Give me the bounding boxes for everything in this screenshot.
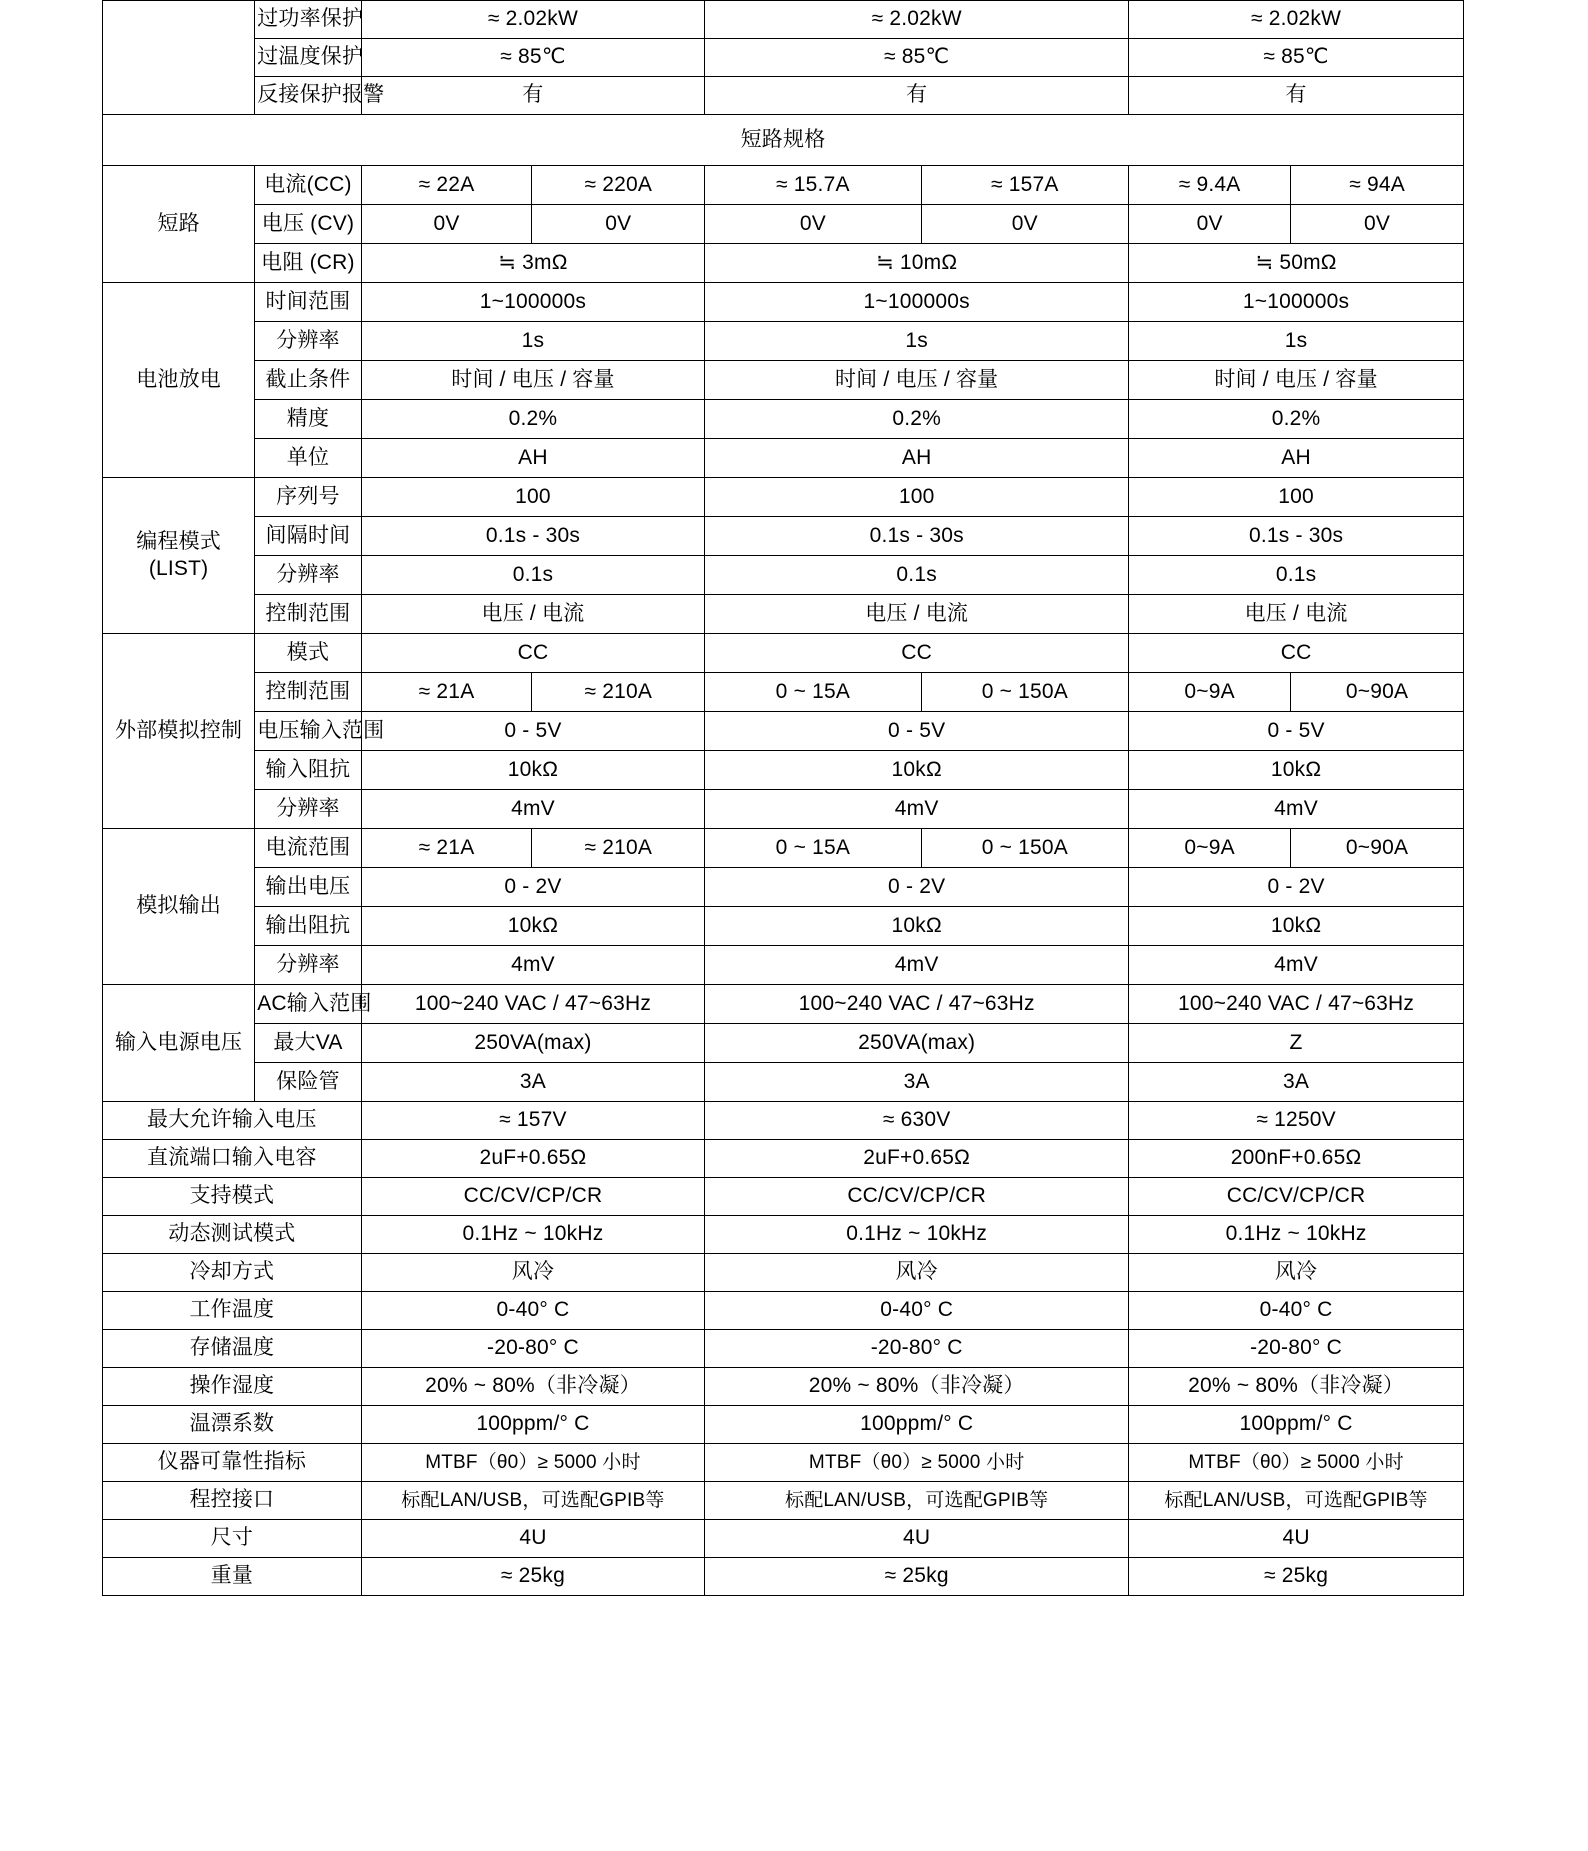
cell-analog-output-voltage-3: 0 - 2V bbox=[1129, 868, 1464, 907]
cell-external-input-impedance-2: 10kΩ bbox=[705, 751, 1129, 790]
table-row bbox=[103, 1140, 1464, 1178]
row-label-analog-resolution: 分辨率 bbox=[255, 946, 362, 985]
cell-over-temperature-protection-1: ≈ 85℃ bbox=[361, 39, 704, 77]
table-row bbox=[103, 1292, 1464, 1330]
row-label-short-circuit-voltage: 电压 (CV) bbox=[255, 205, 362, 244]
table-row bbox=[103, 1254, 1464, 1292]
cell-discharge-unit-3: AH bbox=[1129, 439, 1464, 478]
table-row bbox=[103, 478, 1464, 517]
cell-discharge-time-range-2: 1~100000s bbox=[705, 283, 1129, 322]
row-label-fuse: 保险管 bbox=[255, 1063, 362, 1102]
cell-analog-current-range-3: 0 ~ 15A bbox=[705, 829, 921, 868]
cell-programmable-interface-1: 标配LAN/USB，可选配GPIB等 bbox=[361, 1482, 704, 1520]
cell-fuse-3: 3A bbox=[1129, 1063, 1464, 1102]
row-label-external-resolution: 分辨率 bbox=[255, 790, 362, 829]
cell-operating-humidity-1: 20% ~ 80%（非冷凝） bbox=[361, 1368, 704, 1406]
cell-external-mode-1: CC bbox=[361, 634, 704, 673]
table-row bbox=[103, 1102, 1464, 1140]
cell-discharge-cutoff-condition-1: 时间 / 电压 / 容量 bbox=[361, 361, 704, 400]
cell-dc-port-input-capacitance-2: 2uF+0.65Ω bbox=[705, 1140, 1129, 1178]
cell-instrument-reliability-1: MTBF（θ0）≥ 5000 小时 bbox=[361, 1444, 704, 1482]
table-row bbox=[103, 1, 1464, 39]
cell-cooling-method-3: 风冷 bbox=[1129, 1254, 1464, 1292]
cell-discharge-resolution-2: 1s bbox=[705, 322, 1129, 361]
row-label-external-voltage-input-range: 电压输入范围 bbox=[255, 712, 362, 751]
cell-short-circuit-voltage-3: 0V bbox=[705, 205, 921, 244]
cell-short-circuit-current-6: ≈ 94A bbox=[1291, 166, 1464, 205]
row-label-over-temperature-protection: 过温度保护 bbox=[255, 39, 362, 77]
cell-ac-input-range-1: 100~240 VAC / 47~63Hz bbox=[361, 985, 704, 1024]
cell-analog-output-impedance-3: 10kΩ bbox=[1129, 907, 1464, 946]
cell-short-circuit-voltage-4: 0V bbox=[921, 205, 1129, 244]
cell-discharge-resolution-1: 1s bbox=[361, 322, 704, 361]
group-label-short-circuit: 短路 bbox=[103, 166, 255, 283]
cell-dc-port-input-capacitance-1: 2uF+0.65Ω bbox=[361, 1140, 704, 1178]
cell-operating-humidity-3: 20% ~ 80%（非冷凝） bbox=[1129, 1368, 1464, 1406]
table-row bbox=[103, 400, 1464, 439]
cell-discharge-accuracy-1: 0.2% bbox=[361, 400, 704, 439]
cell-dc-port-input-capacitance-3: 200nF+0.65Ω bbox=[1129, 1140, 1464, 1178]
table-row bbox=[103, 790, 1464, 829]
cell-over-power-protection-1: ≈ 2.02kW bbox=[361, 1, 704, 39]
row-label-temperature-drift-coefficient: 温漂系数 bbox=[103, 1406, 362, 1444]
row-label-operating-humidity: 操作湿度 bbox=[103, 1368, 362, 1406]
cell-over-power-protection-2: ≈ 2.02kW bbox=[705, 1, 1129, 39]
table-row bbox=[103, 946, 1464, 985]
table-row bbox=[103, 39, 1464, 77]
row-label-analog-output-impedance: 输出阻抗 bbox=[255, 907, 362, 946]
cell-external-control-range-2: ≈ 210A bbox=[532, 673, 705, 712]
cell-storage-temperature-1: -20-80° C bbox=[361, 1330, 704, 1368]
cell-storage-temperature-2: -20-80° C bbox=[705, 1330, 1129, 1368]
row-label-external-control-range: 控制范围 bbox=[255, 673, 362, 712]
group-label-battery-discharge: 电池放电 bbox=[103, 283, 255, 478]
row-label-storage-temperature: 存储温度 bbox=[103, 1330, 362, 1368]
cell-external-control-range-6: 0~90A bbox=[1291, 673, 1464, 712]
cell-short-circuit-voltage-6: 0V bbox=[1291, 205, 1464, 244]
table-row bbox=[103, 1178, 1464, 1216]
cell-cooling-method-2: 风冷 bbox=[705, 1254, 1129, 1292]
row-label-external-mode: 模式 bbox=[255, 634, 362, 673]
cell-external-mode-3: CC bbox=[1129, 634, 1464, 673]
table-row bbox=[103, 1063, 1464, 1102]
table-row bbox=[103, 1520, 1464, 1558]
cell-short-circuit-resistance-3: ≒ 50mΩ bbox=[1129, 244, 1464, 283]
cell-list-resolution-1: 0.1s bbox=[361, 556, 704, 595]
row-label-discharge-unit: 单位 bbox=[255, 439, 362, 478]
group-label-line1: 编程模式 bbox=[136, 530, 221, 554]
cell-external-input-impedance-3: 10kΩ bbox=[1129, 751, 1464, 790]
table-row bbox=[103, 244, 1464, 283]
cell-short-circuit-current-5: ≈ 9.4A bbox=[1129, 166, 1291, 205]
cell-weight-2: ≈ 25kg bbox=[705, 1558, 1129, 1596]
cell-analog-current-range-2: ≈ 210A bbox=[532, 829, 705, 868]
cell-discharge-accuracy-2: 0.2% bbox=[705, 400, 1129, 439]
specification-table bbox=[102, 0, 1464, 1596]
cell-operating-temperature-2: 0-40° C bbox=[705, 1292, 1129, 1330]
cell-temperature-drift-coefficient-3: 100ppm/° C bbox=[1129, 1406, 1464, 1444]
table-row bbox=[103, 166, 1464, 205]
cell-list-control-range-1: 电压 / 电流 bbox=[361, 595, 704, 634]
row-label-list-interval-time: 间隔时间 bbox=[255, 517, 362, 556]
row-label-dc-port-input-capacitance: 直流端口输入电容 bbox=[103, 1140, 362, 1178]
cell-programmable-interface-3: 标配LAN/USB，可选配GPIB等 bbox=[1129, 1482, 1464, 1520]
cell-operating-temperature-1: 0-40° C bbox=[361, 1292, 704, 1330]
cell-list-serial-number-3: 100 bbox=[1129, 478, 1464, 517]
cell-reverse-protection-alarm-3: 有 bbox=[1129, 77, 1464, 115]
cell-dynamic-test-mode-1: 0.1Hz ~ 10kHz bbox=[361, 1216, 704, 1254]
row-label-dimensions: 尺寸 bbox=[103, 1520, 362, 1558]
table-row bbox=[103, 1558, 1464, 1596]
cell-discharge-cutoff-condition-3: 时间 / 电压 / 容量 bbox=[1129, 361, 1464, 400]
cell-storage-temperature-3: -20-80° C bbox=[1129, 1330, 1464, 1368]
group-label-input-power: 输入电源电压 bbox=[103, 985, 255, 1102]
row-label-short-circuit-resistance: 电阻 (CR) bbox=[255, 244, 362, 283]
cell-list-interval-time-1: 0.1s - 30s bbox=[361, 517, 704, 556]
row-label-short-circuit-current: 电流(CC) bbox=[255, 166, 362, 205]
table-row bbox=[103, 1216, 1464, 1254]
cell-external-mode-2: CC bbox=[705, 634, 1129, 673]
cell-list-interval-time-2: 0.1s - 30s bbox=[705, 517, 1129, 556]
row-label-discharge-accuracy: 精度 bbox=[255, 400, 362, 439]
group-label-external-analog: 外部模拟控制 bbox=[103, 634, 255, 829]
table-row bbox=[103, 634, 1464, 673]
cell-short-circuit-voltage-1: 0V bbox=[361, 205, 532, 244]
cell-supported-modes-1: CC/CV/CP/CR bbox=[361, 1178, 704, 1216]
group-label-program-mode bbox=[103, 478, 255, 634]
cell-dynamic-test-mode-3: 0.1Hz ~ 10kHz bbox=[1129, 1216, 1464, 1254]
cell-dimensions-1: 4U bbox=[361, 1520, 704, 1558]
row-label-weight: 重量 bbox=[103, 1558, 362, 1596]
cell-programmable-interface-2: 标配LAN/USB，可选配GPIB等 bbox=[705, 1482, 1129, 1520]
cell-supported-modes-3: CC/CV/CP/CR bbox=[1129, 1178, 1464, 1216]
cell-short-circuit-current-2: ≈ 220A bbox=[532, 166, 705, 205]
row-label-max-allowed-input-voltage: 最大允许输入电压 bbox=[103, 1102, 362, 1140]
cell-external-voltage-input-range-2: 0 - 5V bbox=[705, 712, 1129, 751]
row-label-supported-modes: 支持模式 bbox=[103, 1178, 362, 1216]
cell-weight-3: ≈ 25kg bbox=[1129, 1558, 1464, 1596]
table-row bbox=[103, 1024, 1464, 1063]
row-label-list-control-range: 控制范围 bbox=[255, 595, 362, 634]
cell-analog-current-range-6: 0~90A bbox=[1291, 829, 1464, 868]
cell-external-resolution-2: 4mV bbox=[705, 790, 1129, 829]
cell-instrument-reliability-3: MTBF（θ0）≥ 5000 小时 bbox=[1129, 1444, 1464, 1482]
cell-temperature-drift-coefficient-2: 100ppm/° C bbox=[705, 1406, 1129, 1444]
table-row bbox=[103, 751, 1464, 790]
table-row bbox=[103, 829, 1464, 868]
table-row bbox=[103, 712, 1464, 751]
row-label-cooling-method: 冷却方式 bbox=[103, 1254, 362, 1292]
cell-external-resolution-3: 4mV bbox=[1129, 790, 1464, 829]
cell-max-allowed-input-voltage-1: ≈ 157V bbox=[361, 1102, 704, 1140]
cell-max-va-1: 250VA(max) bbox=[361, 1024, 704, 1063]
table-body bbox=[103, 1, 1464, 1596]
cell-external-voltage-input-range-1: 0 - 5V bbox=[361, 712, 704, 751]
row-label-dynamic-test-mode: 动态测试模式 bbox=[103, 1216, 362, 1254]
table-row bbox=[103, 673, 1464, 712]
cell-fuse-2: 3A bbox=[705, 1063, 1129, 1102]
cell-reverse-protection-alarm-1: 有 bbox=[361, 77, 704, 115]
cell-discharge-cutoff-condition-2: 时间 / 电压 / 容量 bbox=[705, 361, 1129, 400]
row-label-analog-current-range: 电流范围 bbox=[255, 829, 362, 868]
table-row bbox=[103, 595, 1464, 634]
cell-external-control-range-4: 0 ~ 150A bbox=[921, 673, 1129, 712]
cell-analog-output-voltage-2: 0 - 2V bbox=[705, 868, 1129, 907]
section-header-row bbox=[103, 115, 1464, 166]
row-label-external-input-impedance: 输入阻抗 bbox=[255, 751, 362, 790]
cell-discharge-time-range-1: 1~100000s bbox=[361, 283, 704, 322]
cell-external-control-range-1: ≈ 21A bbox=[361, 673, 532, 712]
table-row bbox=[103, 205, 1464, 244]
cell-list-control-range-3: 电压 / 电流 bbox=[1129, 595, 1464, 634]
cell-dynamic-test-mode-2: 0.1Hz ~ 10kHz bbox=[705, 1216, 1129, 1254]
cell-short-circuit-resistance-2: ≒ 10mΩ bbox=[705, 244, 1129, 283]
cell-list-serial-number-1: 100 bbox=[361, 478, 704, 517]
cell-short-circuit-current-4: ≈ 157A bbox=[921, 166, 1129, 205]
table-row bbox=[103, 1482, 1464, 1520]
cell-max-va-3: Z bbox=[1129, 1024, 1464, 1063]
cell-external-voltage-input-range-3: 0 - 5V bbox=[1129, 712, 1464, 751]
cell-analog-output-impedance-2: 10kΩ bbox=[705, 907, 1129, 946]
cell-analog-resolution-3: 4mV bbox=[1129, 946, 1464, 985]
cell-operating-humidity-2: 20% ~ 80%（非冷凝） bbox=[705, 1368, 1129, 1406]
cell-list-resolution-3: 0.1s bbox=[1129, 556, 1464, 595]
row-label-programmable-interface: 程控接口 bbox=[103, 1482, 362, 1520]
cell-external-control-range-3: 0 ~ 15A bbox=[705, 673, 921, 712]
cell-discharge-unit-1: AH bbox=[361, 439, 704, 478]
cell-supported-modes-2: CC/CV/CP/CR bbox=[705, 1178, 1129, 1216]
table-row bbox=[103, 1444, 1464, 1482]
table-row bbox=[103, 907, 1464, 946]
cell-analog-output-voltage-1: 0 - 2V bbox=[361, 868, 704, 907]
cell-reverse-protection-alarm-2: 有 bbox=[705, 77, 1129, 115]
group-label-analog-output: 模拟输出 bbox=[103, 829, 255, 985]
cell-ac-input-range-2: 100~240 VAC / 47~63Hz bbox=[705, 985, 1129, 1024]
cell-list-serial-number-2: 100 bbox=[705, 478, 1129, 517]
cell-external-input-impedance-1: 10kΩ bbox=[361, 751, 704, 790]
cell-temperature-drift-coefficient-1: 100ppm/° C bbox=[361, 1406, 704, 1444]
cell-short-circuit-current-3: ≈ 15.7A bbox=[705, 166, 921, 205]
cell-discharge-resolution-3: 1s bbox=[1129, 322, 1464, 361]
row-label-analog-output-voltage: 输出电压 bbox=[255, 868, 362, 907]
cell-operating-temperature-3: 0-40° C bbox=[1129, 1292, 1464, 1330]
table-row bbox=[103, 1368, 1464, 1406]
table-row bbox=[103, 322, 1464, 361]
cell-discharge-time-range-3: 1~100000s bbox=[1129, 283, 1464, 322]
cell-max-allowed-input-voltage-2: ≈ 630V bbox=[705, 1102, 1129, 1140]
row-label-list-serial-number: 序列号 bbox=[255, 478, 362, 517]
group-label-protection bbox=[103, 1, 255, 115]
table-row bbox=[103, 517, 1464, 556]
table-row bbox=[103, 556, 1464, 595]
cell-discharge-accuracy-3: 0.2% bbox=[1129, 400, 1464, 439]
cell-analog-current-range-4: 0 ~ 150A bbox=[921, 829, 1129, 868]
cell-dimensions-3: 4U bbox=[1129, 1520, 1464, 1558]
cell-max-allowed-input-voltage-3: ≈ 1250V bbox=[1129, 1102, 1464, 1140]
row-label-list-resolution: 分辨率 bbox=[255, 556, 362, 595]
cell-analog-output-impedance-1: 10kΩ bbox=[361, 907, 704, 946]
table-row bbox=[103, 985, 1464, 1024]
cell-list-interval-time-3: 0.1s - 30s bbox=[1129, 517, 1464, 556]
table-row bbox=[103, 283, 1464, 322]
row-label-ac-input-range: AC输入范围 bbox=[255, 985, 362, 1024]
row-label-discharge-cutoff-condition: 截止条件 bbox=[255, 361, 362, 400]
row-label-operating-temperature: 工作温度 bbox=[103, 1292, 362, 1330]
cell-ac-input-range-3: 100~240 VAC / 47~63Hz bbox=[1129, 985, 1464, 1024]
cell-over-power-protection-3: ≈ 2.02kW bbox=[1129, 1, 1464, 39]
table-row bbox=[103, 1406, 1464, 1444]
cell-weight-1: ≈ 25kg bbox=[361, 1558, 704, 1596]
cell-over-temperature-protection-3: ≈ 85℃ bbox=[1129, 39, 1464, 77]
cell-fuse-1: 3A bbox=[361, 1063, 704, 1102]
row-label-over-power-protection: 过功率保护 bbox=[255, 1, 362, 39]
table-row bbox=[103, 77, 1464, 115]
cell-short-circuit-voltage-5: 0V bbox=[1129, 205, 1291, 244]
row-label-instrument-reliability: 仪器可靠性指标 bbox=[103, 1444, 362, 1482]
section-header-short-circuit: 短路规格 bbox=[103, 115, 1464, 166]
table-row bbox=[103, 439, 1464, 478]
cell-list-resolution-2: 0.1s bbox=[705, 556, 1129, 595]
cell-analog-resolution-2: 4mV bbox=[705, 946, 1129, 985]
cell-dimensions-2: 4U bbox=[705, 1520, 1129, 1558]
cell-short-circuit-voltage-2: 0V bbox=[532, 205, 705, 244]
cell-over-temperature-protection-2: ≈ 85℃ bbox=[705, 39, 1129, 77]
row-label-discharge-resolution: 分辨率 bbox=[255, 322, 362, 361]
cell-analog-current-range-1: ≈ 21A bbox=[361, 829, 532, 868]
cell-discharge-unit-2: AH bbox=[705, 439, 1129, 478]
cell-list-control-range-2: 电压 / 电流 bbox=[705, 595, 1129, 634]
cell-cooling-method-1: 风冷 bbox=[361, 1254, 704, 1292]
table-row bbox=[103, 868, 1464, 907]
row-label-reverse-protection-alarm: 反接保护报警 bbox=[255, 77, 362, 115]
cell-short-circuit-current-1: ≈ 22A bbox=[361, 166, 532, 205]
row-label-max-va: 最大VA bbox=[255, 1024, 362, 1063]
group-label-line2: (LIST) bbox=[148, 556, 209, 580]
row-label-discharge-time-range: 时间范围 bbox=[255, 283, 362, 322]
cell-external-control-range-5: 0~9A bbox=[1129, 673, 1291, 712]
cell-short-circuit-resistance-1: ≒ 3mΩ bbox=[361, 244, 704, 283]
cell-analog-resolution-1: 4mV bbox=[361, 946, 704, 985]
table-row bbox=[103, 361, 1464, 400]
table-row bbox=[103, 1330, 1464, 1368]
cell-external-resolution-1: 4mV bbox=[361, 790, 704, 829]
cell-analog-current-range-5: 0~9A bbox=[1129, 829, 1291, 868]
cell-max-va-2: 250VA(max) bbox=[705, 1024, 1129, 1063]
cell-instrument-reliability-2: MTBF（θ0）≥ 5000 小时 bbox=[705, 1444, 1129, 1482]
